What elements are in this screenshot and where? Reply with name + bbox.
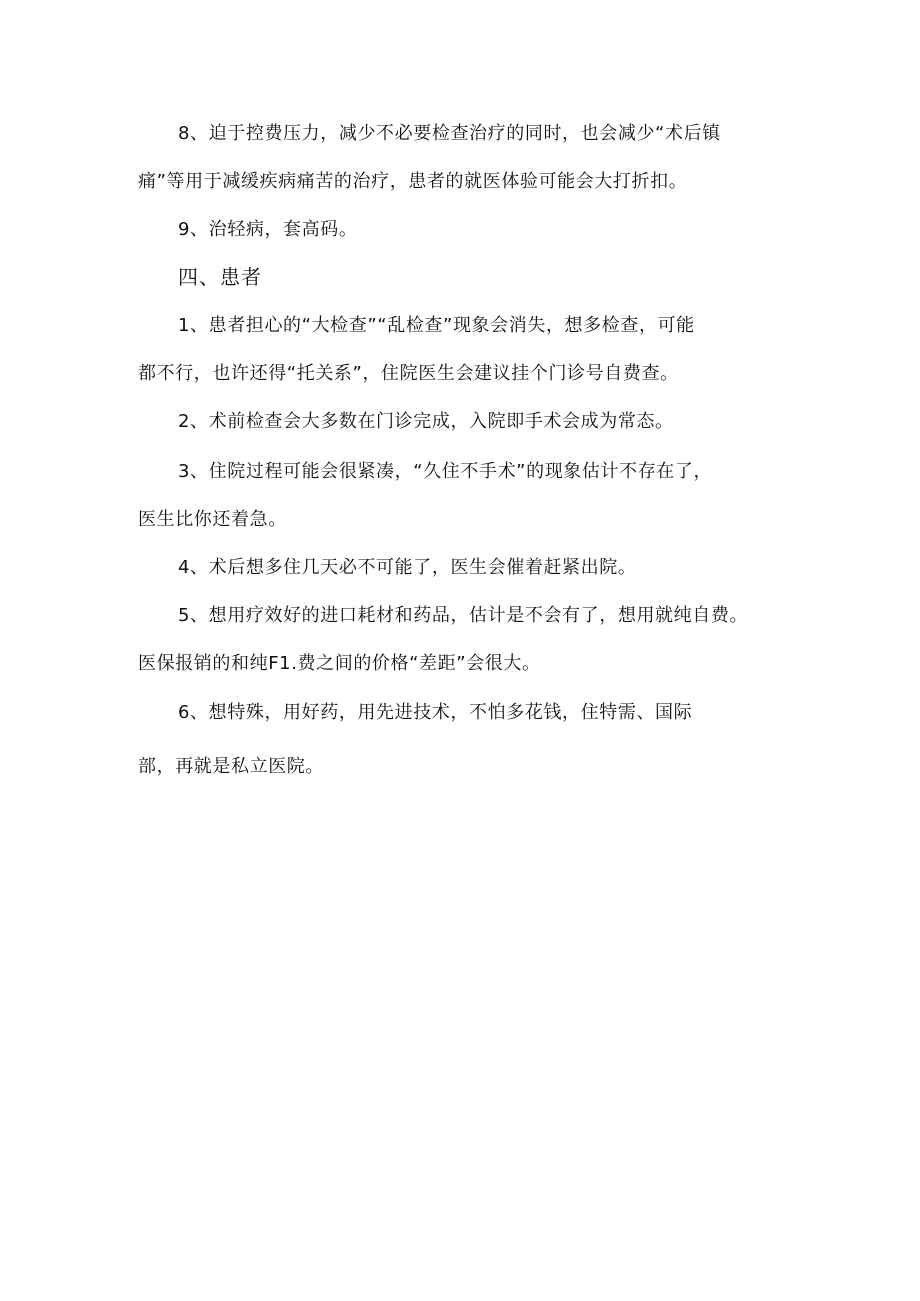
paragraph-3-line-1: 3、住院过程可能会很紧凑，“久住不手术”的现象估计不存在了， — [178, 461, 713, 482]
paragraph-3-line-2: 医生比你还着急。 — [138, 509, 287, 530]
paragraph-4: 4、术后想多住几天必不可能了，医生会催着赶紧出院。 — [178, 557, 637, 578]
paragraph-2: 2、术前检查会大多数在门诊完成，入院即手术会成为常态。 — [178, 411, 674, 432]
paragraph-1-line-2: 都不行，也许还得“托关系”，住院医生会建议挂个门诊号自费查。 — [138, 363, 679, 384]
paragraph-5-line-1: 5、想用疗效好的进口耗材和药品，估计是不会有了，想用就纯自费。 — [178, 605, 749, 626]
section-heading-patients: 四、患者 — [178, 265, 262, 289]
paragraph-8-line-1: 8、迫于控费压力，减少不必要检查治疗的同时，也会减少“术后镇 — [178, 123, 721, 144]
paragraph-5-line-2: 医保报销的和纯F1.费之间的价格“差距”会很大。 — [138, 653, 541, 674]
paragraph-1-line-1: 1、患者担心的“大检查”“乱检查”现象会消失，想多检查，可能 — [178, 315, 695, 336]
paragraph-9: 9、治轻病，套高码。 — [178, 219, 358, 240]
paragraph-6-line-1: 6、想特殊，用好药，用先进技术，不怕多花钱，住特需、国际 — [178, 702, 693, 723]
paragraph-6-line-2: 部，再就是私立医院。 — [138, 756, 324, 777]
paragraph-8-line-2: 痛”等用于减缓疾病痛苦的治疗，患者的就医体验可能会大打折扣。 — [138, 171, 688, 192]
